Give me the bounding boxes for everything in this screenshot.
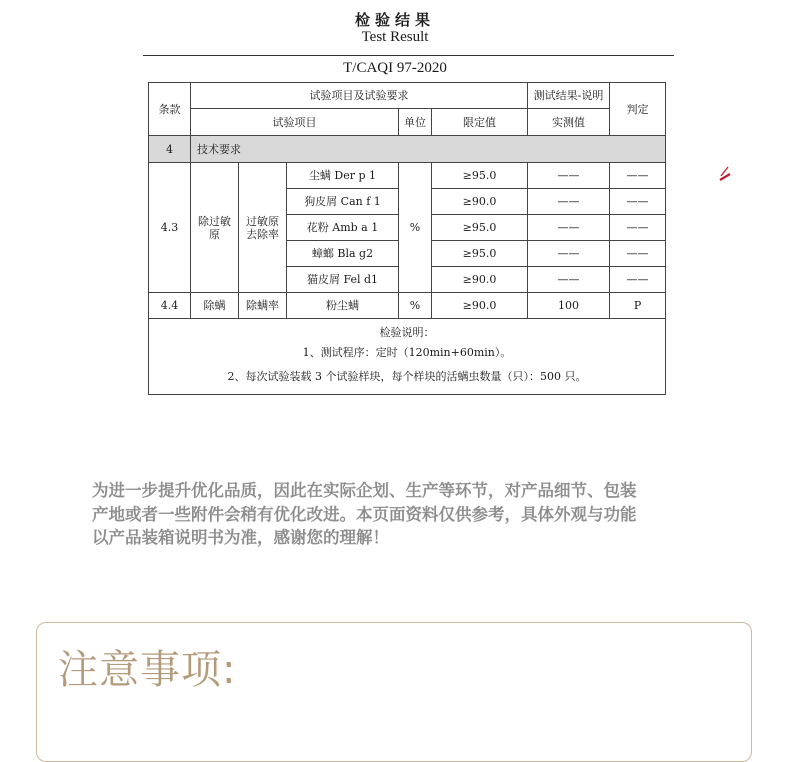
- measured-value: ——: [528, 241, 610, 267]
- judgement-value: ——: [610, 267, 666, 293]
- section-row: [149, 136, 666, 163]
- clause-4-4: 4.4: [149, 293, 191, 319]
- header-item-requirement: 试验项目及试验要求: [191, 83, 528, 109]
- measured-value: ——: [528, 267, 610, 293]
- limit-value: ≥95.0: [432, 163, 528, 189]
- judgement-value: P: [610, 293, 666, 319]
- category-mite-removal: 除螨: [191, 293, 239, 319]
- measured-value: ——: [528, 189, 610, 215]
- report-title-en: Test Result: [361, 29, 429, 45]
- header-result-note: 测试结果-说明: [528, 83, 610, 109]
- disclaimer-line-3: 以产品装箱说明书为准，感谢您的理解！: [92, 528, 389, 547]
- header-measured: 实测值: [528, 109, 610, 136]
- table-header-row-1: [149, 83, 666, 109]
- disclaimer-line-2: 产地或者一些附件会稍有优化改进。本页面资料仅供参考，具体外观与功能: [92, 504, 637, 524]
- allergen-name: 狗皮屑 Can f 1: [287, 189, 399, 215]
- header-limit: 限定值: [432, 109, 528, 136]
- section-clause: 4: [149, 136, 191, 163]
- standard-number: T/CAQI 97-2020: [343, 60, 447, 76]
- judgement-value: ——: [610, 163, 666, 189]
- limit-value: ≥90.0: [432, 293, 528, 319]
- test-notes: [149, 319, 666, 395]
- limit-value: ≥95.0: [432, 241, 528, 267]
- allergen-name: 花粉 Amb a 1: [287, 215, 399, 241]
- notes-title: 检验说明：: [379, 325, 435, 339]
- allergen-name: 猫皮屑 Fel d1: [287, 267, 399, 293]
- subcategory-allergen-rate: 过敏原去除率: [239, 163, 287, 293]
- mite-item: 粉尘螨: [287, 293, 399, 319]
- header-clause: 条款: [149, 83, 191, 136]
- table-row: [149, 163, 666, 189]
- judgement-value: ——: [610, 189, 666, 215]
- measured-value: 100: [528, 293, 610, 319]
- notes-row: [149, 319, 666, 395]
- header-unit: 单位: [399, 109, 432, 136]
- report-title-cn: 检验结果: [354, 11, 435, 29]
- red-mark-icon: [718, 163, 732, 183]
- allergen-name: 尘螨 Der p 1: [287, 163, 399, 189]
- table-header-row-2: [149, 109, 666, 136]
- header-judgement: 判定: [610, 83, 666, 136]
- notice-heading: 注意事项:: [58, 647, 237, 693]
- subcategory-mite-rate: 除螨率: [239, 293, 287, 319]
- header-test-item: 试验项目: [191, 109, 399, 136]
- red-mark-glyph: [718, 163, 732, 183]
- disclaimer-line-1: 为进一步提升优化品质，因此在实际企划、生产等环节，对产品细节、包装: [92, 481, 637, 500]
- judgement-value: ——: [610, 215, 666, 241]
- category-allergen-removal: 除过敏原: [191, 163, 239, 293]
- unit-percent: %: [399, 163, 432, 293]
- note-2: 2、每次试验装载 3 个试验样块，每个样块的活螨虫数量（只）：500 只。: [227, 369, 587, 383]
- limit-value: ≥90.0: [432, 267, 528, 293]
- unit-percent: %: [399, 293, 432, 319]
- title-divider: [143, 55, 674, 56]
- test-result-table: [148, 82, 666, 395]
- allergen-name: 蟑螂 Bla g2: [287, 241, 399, 267]
- disclaimer-text: [92, 479, 712, 550]
- measured-value: ——: [528, 215, 610, 241]
- limit-value: ≥90.0: [432, 189, 528, 215]
- section-title: 技术要求: [191, 136, 666, 163]
- table-row-4-4: [149, 293, 666, 319]
- judgement-value: ——: [610, 241, 666, 267]
- limit-value: ≥95.0: [432, 215, 528, 241]
- measured-value: ——: [528, 163, 610, 189]
- note-1: 1、测试程序：定时（120min+60min）。: [302, 345, 512, 359]
- clause-4-3: 4.3: [149, 163, 191, 293]
